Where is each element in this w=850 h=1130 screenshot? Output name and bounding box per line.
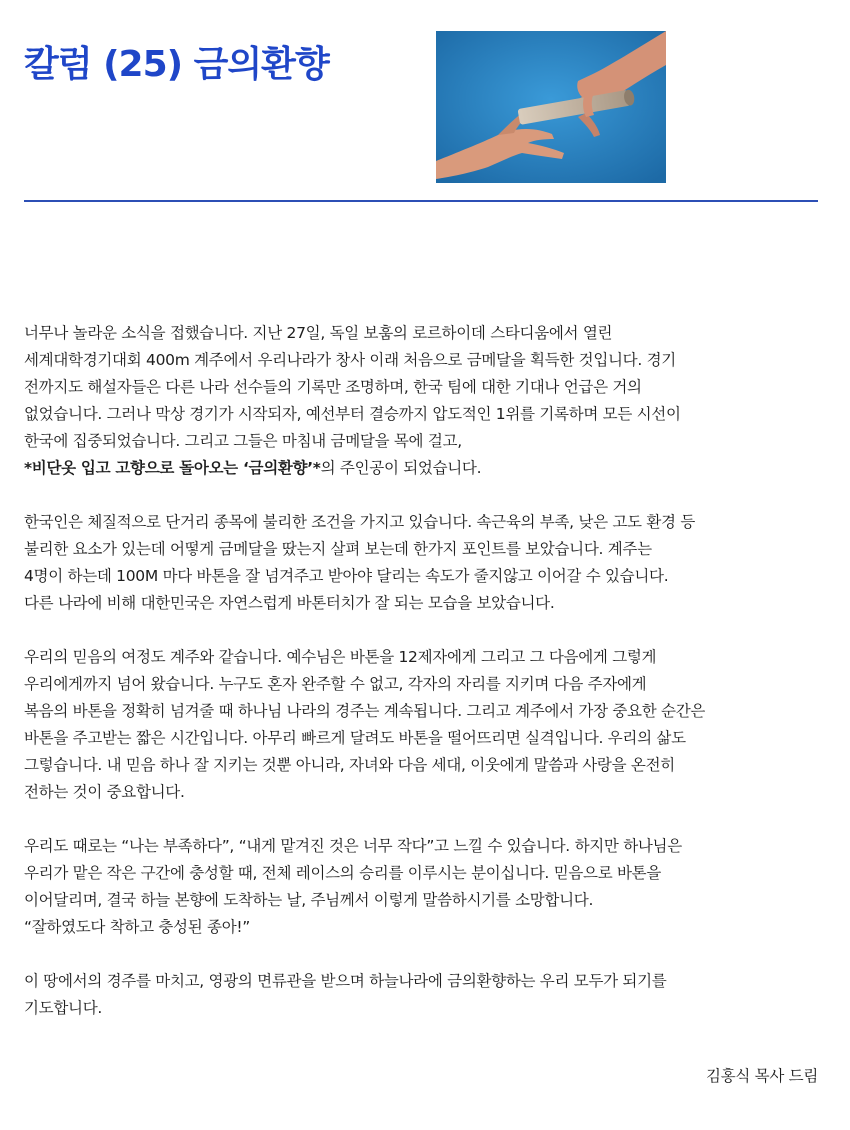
- article-body: [24, 320, 824, 1022]
- paragraph: [24, 320, 824, 482]
- text-line: 한국에 집중되었습니다. 그리고 그들은 마침내 금메달을 목에 걸고,: [24, 432, 462, 450]
- text-line: 우리의 믿음의 여정도 계주와 같습니다. 예수님은 바톤을 12제자에게 그리고 그 다음에게 그렇게: [24, 648, 657, 666]
- text-line: 다른 나라에 비해 대한민국은 자연스럽게 바톤터치가 잘 되는 모습을 보았습니다.: [24, 594, 555, 612]
- text-line: 이어달리며, 결국 하늘 본향에 도착하는 날, 주님께서 이렇게 말씀하시기를 소망합니다.: [24, 891, 594, 909]
- text-line: 복음의 바톤을 정확히 넘겨줄 때 하나님 나라의 경주는 계속됩니다. 그리고 계주에서 가장 중요한 순간은: [24, 702, 706, 720]
- text-line: 전하는 것이 중요합니다.: [24, 783, 185, 801]
- paragraph: [24, 833, 824, 941]
- text-line: 전까지도 해설자들은 다른 나라 선수들의 기록만 조명하며, 한국 팀에 대한 기대나 언급은 거의: [24, 378, 642, 396]
- baton-handoff-photo: [436, 31, 666, 183]
- text-line: 기도합니다.: [24, 999, 102, 1017]
- text-line: 너무나 놀라운 소식을 접했습니다. 지난 27일, 독일 보훔의 로르하이데 스타디움에서 열린: [24, 324, 613, 342]
- emphasis-text: *비단옷 입고 고향으로 돌아오는 ‘금의환향’*: [24, 459, 321, 477]
- text-line: “잘하였도다 착하고 충성된 종아!”: [24, 918, 251, 936]
- text-line: 세계대학경기대회 400m 계주에서 우리나라가 창사 이래 처음으로 금메달을 획득한 것입니다. 경기: [24, 351, 676, 369]
- text-line: 불리한 요소가 있는데 어떻게 금메달을 땄는지 살펴 보는데 한가지 포인트를 보았습니다. 계주는: [24, 540, 652, 558]
- text-line: 한국인은 체질적으로 단거리 종목에 불리한 조건을 가지고 있습니다. 속근육의 부족, 낮은 고도 환경 등: [24, 513, 696, 531]
- text-line: [24, 455, 824, 482]
- paragraph: [24, 644, 824, 806]
- text-line: 바톤을 주고받는 짧은 시간입니다. 아무리 빠르게 달려도 바톤을 떨어뜨리면 실격입니다. 우리의 삶도: [24, 729, 686, 747]
- text-line: 우리에게까지 넘어 왔습니다. 누구도 혼자 완주할 수 없고, 각자의 자리를 지키며 다음 주자에게: [24, 675, 647, 693]
- text-line: 그렇습니다. 내 믿음 하나 잘 지키는 것뿐 아니라, 자녀와 다음 세대, 이웃에게 말씀과 사랑을 온전히: [24, 756, 675, 774]
- header-divider: [24, 200, 818, 202]
- text-line: 우리가 맡은 작은 구간에 충성할 때, 전체 레이스의 승리를 이루시는 분이십니다. 믿음으로 바톤을: [24, 864, 662, 882]
- text-line: 4명이 하는데 100M 마다 바톤을 잘 넘겨주고 받아야 달리는 속도가 줄지않고 이어갈 수 있습니다.: [24, 567, 669, 585]
- text-line: 우리도 때로는 “나는 부족하다”, “내게 맡겨진 것은 너무 작다”고 느낄 수 있습니다. 하지만 하나님은: [24, 837, 682, 855]
- paragraph: [24, 509, 824, 617]
- page-title: 칼럼 (25) 금의환향: [24, 44, 329, 85]
- paragraph: [24, 968, 824, 1022]
- text-run: 의 주인공이 되었습니다.: [320, 459, 482, 477]
- text-line: 이 땅에서의 경주를 마치고, 영광의 면류관을 받으며 하늘나라에 금의환향하는 우리 모두가 되기를: [24, 972, 667, 990]
- text-line: 없었습니다. 그러나 막상 경기가 시작되자, 예선부터 결승까지 압도적인 1위를 기록하며 모든 시선이: [24, 405, 681, 423]
- author-signature: 김홍식 목사 드림: [706, 1067, 818, 1085]
